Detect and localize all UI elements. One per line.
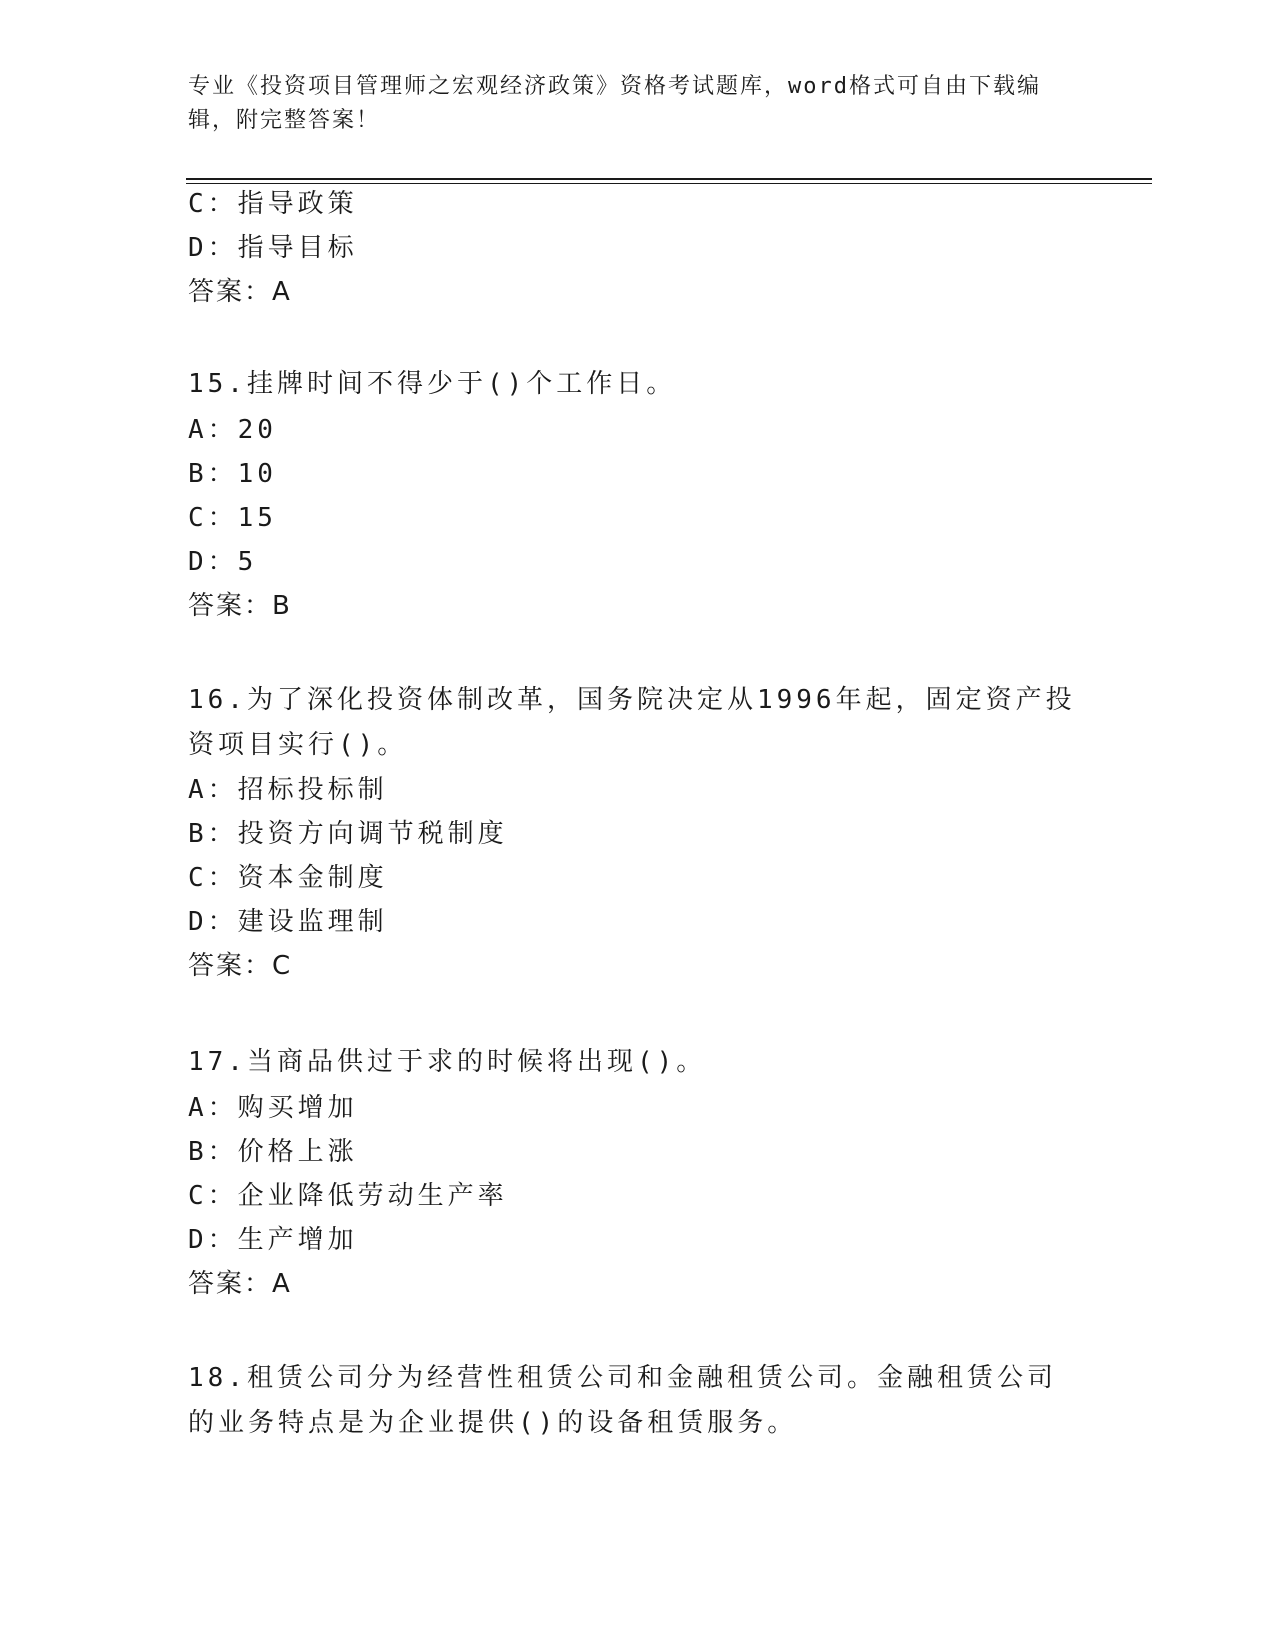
q14-option-c: C：指导政策 (188, 189, 358, 219)
q15-option-a: A：20 (188, 415, 277, 445)
q16-option-d: D：建设监理制 (188, 907, 388, 937)
q16-option-a: A：招标投标制 (188, 775, 388, 805)
q15-option-d: D：5 (188, 547, 258, 577)
q16-option-c: C：资本金制度 (188, 863, 388, 893)
q15-answer: 答案：B (188, 591, 292, 621)
q16-option-b: B：投资方向调节税制度 (188, 819, 508, 849)
q15-option-c: C：15 (188, 503, 277, 533)
q17-question: 17.当商品供过于求的时候将出现()。 (188, 1047, 707, 1077)
q17-option-b: B：价格上涨 (188, 1137, 358, 1167)
q15-option-b: B：10 (188, 459, 277, 489)
q18-question: 18.租赁公司分为经营性租赁公司和金融租赁公司。金融租赁公司的业务特点是为企业提供()的设备租赁服务。 (188, 1363, 1057, 1438)
q17-option-d: D：生产增加 (188, 1225, 358, 1255)
q15-question: 15.挂牌时间不得少于()个工作日。 (188, 369, 677, 399)
header-divider-thin (186, 183, 1152, 184)
document-header: 专业《投资项目管理师之宏观经济政策》资格考试题库，word格式可自由下载编辑，附完整答案！ (188, 74, 1041, 133)
q14-answer: 答案：A (188, 277, 292, 307)
q16-question: 16.为了深化投资体制改革，国务院决定从1996年起，固定资产投资项目实行()。 (188, 685, 1076, 760)
q14-option-d: D：指导目标 (188, 233, 358, 263)
q17-option-c: C：企业降低劳动生产率 (188, 1181, 508, 1211)
q17-option-a: A：购买增加 (188, 1093, 358, 1123)
q16-answer: 答案：C (188, 951, 293, 981)
header-divider (186, 178, 1152, 180)
q17-answer: 答案：A (188, 1269, 292, 1299)
